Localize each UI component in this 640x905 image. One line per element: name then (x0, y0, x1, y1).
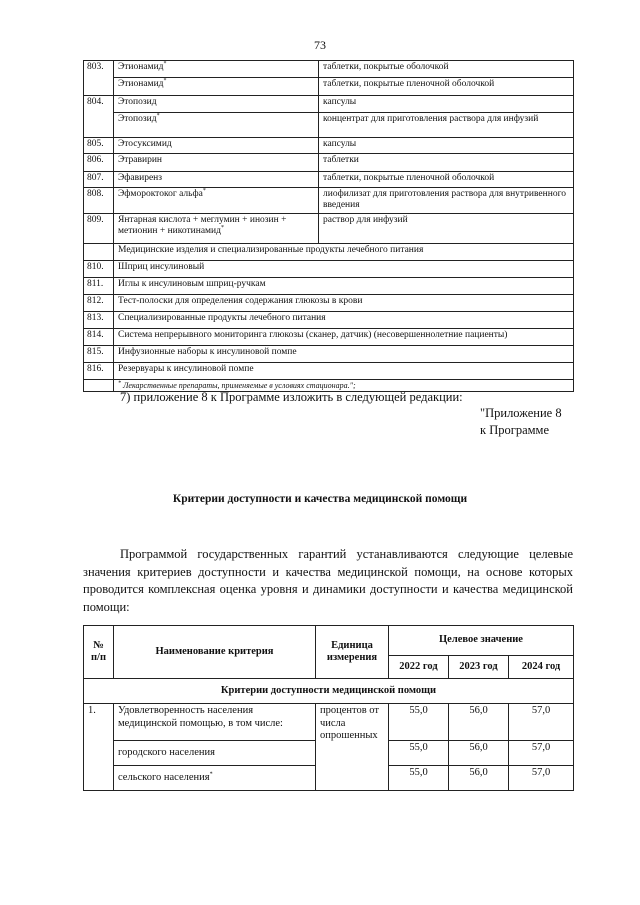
drug-row (84, 138, 574, 154)
value: 57,0 (509, 704, 574, 741)
dosage-form: лиофилизат для приготовления раствора для внутривенного введения (319, 188, 574, 214)
empty-cell (84, 244, 114, 261)
footnote-mark: * (220, 224, 224, 231)
value: 55,0 (389, 704, 449, 741)
value: 55,0 (389, 766, 449, 791)
item-7-text: 7) приложение 8 к Программе изложить в следующей редакции: (120, 390, 463, 404)
value: 57,0 (509, 766, 574, 791)
value: 55,0 (389, 741, 449, 766)
drug-name-text: Этионамид (118, 79, 164, 89)
footnote-mark: * (209, 771, 213, 778)
criterion-name-text: сельского населения (118, 771, 210, 783)
dosage-form: капсулы (319, 138, 574, 154)
drug-name-text: Янтарная кислота + меглумин + инозин + метионин + никотинамид (118, 215, 287, 236)
footnote-mark: * (156, 112, 160, 119)
drug-row (84, 172, 574, 188)
drug-name-text: Этионамид (118, 62, 164, 72)
empty-cell (84, 380, 114, 392)
header-name: Наименование критерия (114, 626, 316, 679)
unit: процентов от числа опрошенных (316, 704, 389, 791)
item-row (84, 278, 574, 295)
row-num: 1. (84, 704, 114, 791)
drug-name-text: Эфмороктоког альфа (118, 189, 203, 199)
value: 57,0 (509, 741, 574, 766)
criterion-name (114, 766, 316, 791)
criteria-table (83, 625, 574, 791)
drug-name-text: Этопозид (118, 114, 157, 124)
row-number: 808. (84, 188, 114, 214)
item-row (84, 312, 574, 329)
footnote-mark: * (163, 77, 167, 84)
dosage-form: таблетки (319, 154, 574, 172)
header-year: 2023 год (449, 656, 509, 679)
criterion-name: городского населения (114, 741, 316, 766)
item-name: Специализированные продукты лечебного питания (114, 312, 574, 329)
section-row: Медицинские изделия и специализированные продукты лечебного питания (114, 244, 574, 261)
header-year: 2022 год (389, 656, 449, 679)
row-number: 809. (84, 214, 114, 244)
drug-name (114, 61, 319, 78)
row-number: 812. (84, 295, 114, 312)
drug-name (114, 188, 319, 214)
value: 56,0 (449, 741, 509, 766)
drug-name (114, 96, 319, 113)
footnote-mark: * (202, 187, 206, 194)
dosage-form: концентрат для приготовления раствора для инфузий (319, 113, 574, 138)
drug-name-text: Этравирин (118, 155, 162, 165)
footnote-mark: * (118, 380, 121, 387)
drug-row (84, 78, 574, 96)
row-number: 811. (84, 278, 114, 295)
drug-row (84, 214, 574, 244)
row-number: 805. (84, 138, 114, 154)
drug-name (114, 113, 319, 138)
appendix-line-1: "Приложение 8 (480, 406, 562, 420)
dosage-form: капсулы (319, 96, 574, 113)
item-name: Иглы к инсулиновым шприц-ручкам (114, 278, 574, 295)
row-number: 813. (84, 312, 114, 329)
header-unit: Единица измерения (316, 626, 389, 679)
item-row (84, 329, 574, 346)
row-number: 815. (84, 346, 114, 363)
row-number: 814. (84, 329, 114, 346)
drug-name (114, 154, 319, 172)
item-row (84, 261, 574, 278)
row-number: 816. (84, 363, 114, 380)
drug-name (114, 214, 319, 244)
item-row (84, 346, 574, 363)
value: 56,0 (449, 704, 509, 741)
item-name: Инфузионные наборы к инсулиновой помпе (114, 346, 574, 363)
intro-paragraph: Программой государственных гарантий устанавливаются следующие целевые значения критериев доступности и качества медицинской помощи, на основе которых проводится комплексная оценка уровня и динамики доступности и качества медицинской помощи: (83, 547, 573, 614)
drug-name-text: Эфавиренз (118, 173, 163, 183)
item-name: Резервуары к инсулиновой помпе (114, 363, 574, 380)
value: 56,0 (449, 766, 509, 791)
drug-row (84, 188, 574, 214)
item-row (84, 363, 574, 380)
dosage-form: таблетки, покрытые пленочной оболочкой (319, 172, 574, 188)
drug-row (84, 154, 574, 172)
drug-row (84, 96, 574, 113)
row-number: 806. (84, 154, 114, 172)
drug-table (83, 60, 574, 392)
drug-row (84, 61, 574, 78)
section-heading: Критерии доступности и качества медицинской помощи (172, 493, 468, 505)
header-target: Целевое значение (389, 626, 574, 656)
drug-row (84, 113, 574, 138)
header-year: 2024 год (509, 656, 574, 679)
footnote-text: Лекарственные препараты, применяемые в условиях стационара."; (121, 381, 356, 390)
row-number: 803. (84, 61, 114, 96)
page-number: 73 (314, 38, 326, 52)
item-name: Система непрерывного мониторинга глюкозы (сканер, датчик) (несовершеннолетние пациенты) (114, 329, 574, 346)
drug-name (114, 78, 319, 96)
criterion-name: Удовлетворенность населения медицинской помощью, в том числе: (114, 704, 316, 741)
drug-name (114, 172, 319, 188)
item-name: Шприц инсулиновый (114, 261, 574, 278)
row-number: 810. (84, 261, 114, 278)
dosage-form: раствор для инфузий (319, 214, 574, 244)
row-number: 804. (84, 96, 114, 138)
header-num: № п/п (84, 626, 114, 679)
footnote-mark: * (163, 60, 167, 67)
drug-name-text: Этосуксимид (118, 139, 172, 149)
item-row (84, 295, 574, 312)
drug-name (114, 138, 319, 154)
appendix-line-2: к Программе (480, 423, 550, 437)
item-name: Тест-полоски для определения содержания глюкозы в крови (114, 295, 574, 312)
criteria-section: Критерии доступности медицинской помощи (84, 679, 574, 704)
dosage-form: таблетки, покрытые оболочкой (319, 61, 574, 78)
dosage-form: таблетки, покрытые пленочной оболочкой (319, 78, 574, 96)
row-number: 807. (84, 172, 114, 188)
drug-name-text: Этопозид (118, 97, 157, 107)
